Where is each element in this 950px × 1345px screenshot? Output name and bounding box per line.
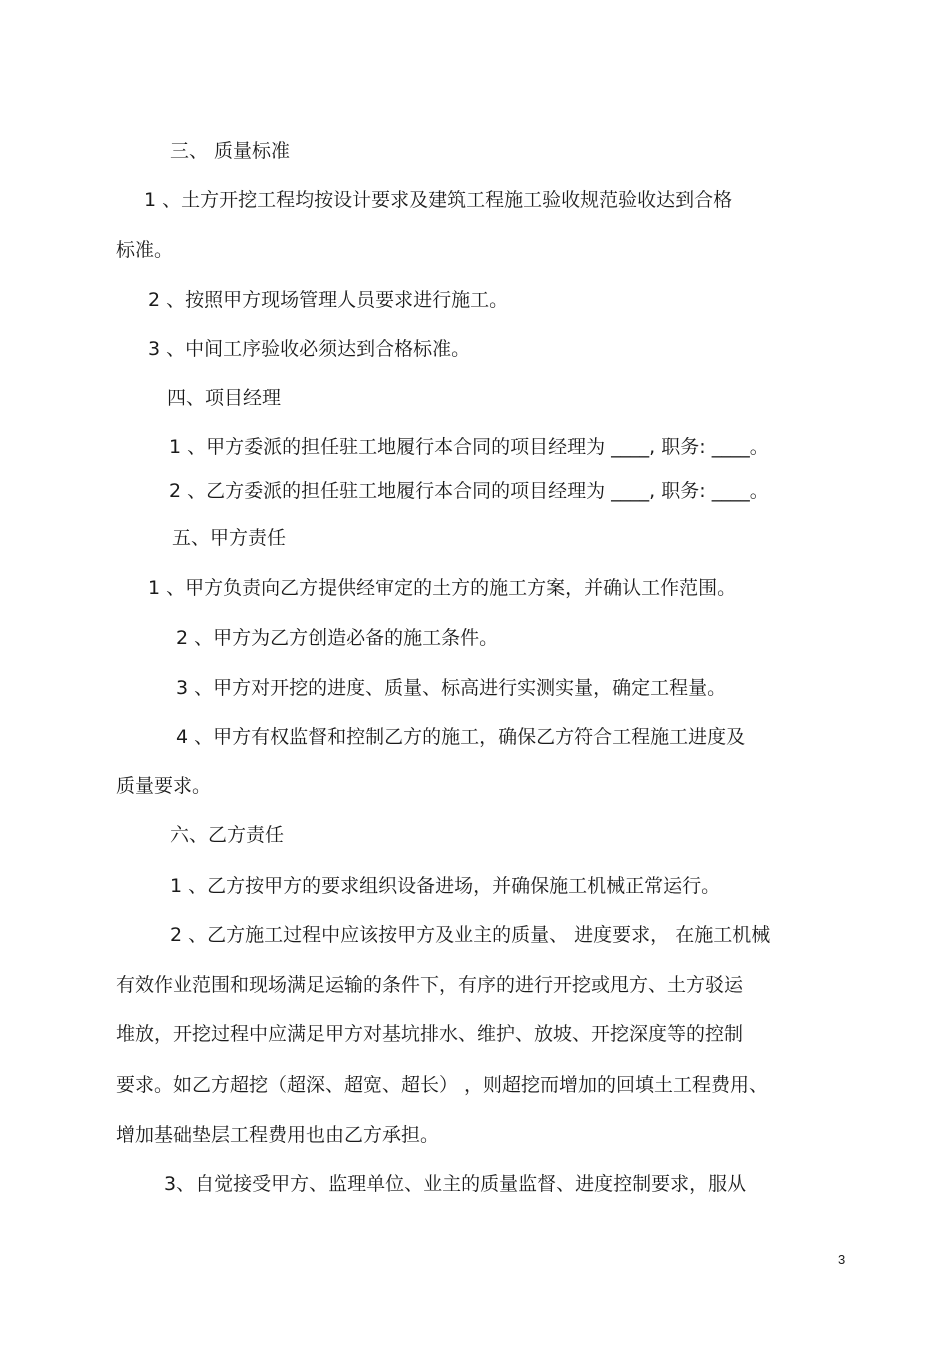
paragraph-line: 堆放，开挖过程中应满足甲方对基坑排水、维护、放坡、开挖深度等的控制 <box>116 1023 744 1045</box>
paragraph-line: 3 、甲方对开挖的进度、质量、标高进行实测实量，确定工程量。 <box>176 677 727 699</box>
paragraph-line: 有效作业范围和现场满足运输的条件下，有序的进行开挖或甩方、土方驳运 <box>116 974 744 996</box>
paragraph-line: 标准。 <box>116 239 174 261</box>
paragraph-line: 3、自觉接受甲方、监理单位、业主的质量监督、进度控制要求，服从 <box>164 1173 747 1195</box>
paragraph-line: 1 、土方开挖工程均按设计要求及建筑工程施工验收规范验收达到合格 <box>144 189 733 211</box>
section-heading-project-manager: 四、项目经理 <box>167 387 282 409</box>
paragraph-line: 增加基础垫层工程费用也由乙方承担。 <box>116 1124 440 1146</box>
section-heading-party-a: 五、甲方责任 <box>172 527 287 549</box>
section-heading-quality: 三、 质量标准 <box>170 140 291 162</box>
page-number: 3 <box>838 1252 846 1267</box>
paragraph-line: 1 、乙方按甲方的要求组织设备进场，并确保施工机械正常运行。 <box>170 875 721 897</box>
paragraph-line: 1 、甲方负责向乙方提供经审定的土方的施工方案，并确认工作范围。 <box>148 577 737 599</box>
paragraph-line: 质量要求。 <box>116 775 212 797</box>
paragraph-line: 2 、乙方施工过程中应该按甲方及业主的质量、 进度要求， 在施工机械 <box>170 924 771 946</box>
paragraph-line: 2 、甲方为乙方创造必备的施工条件。 <box>176 627 499 649</box>
paragraph-line: 要求。如乙方超挖（超深、超宽、超长） ，则超挖而增加的回填土工程费用、 <box>116 1074 769 1096</box>
paragraph-line: 2 、乙方委派的担任驻工地履行本合同的项目经理为 ____, 职务: ____。 <box>169 480 769 502</box>
paragraph-line: 3 、中间工序验收必须达到合格标准。 <box>148 338 471 360</box>
paragraph-line: 1 、甲方委派的担任驻工地履行本合同的项目经理为 ____, 职务: ____。 <box>169 436 769 458</box>
section-heading-party-b: 六、乙方责任 <box>170 824 285 846</box>
paragraph-line: 2 、按照甲方现场管理人员要求进行施工。 <box>148 289 509 311</box>
paragraph-line: 4 、甲方有权监督和控制乙方的施工，确保乙方符合工程施工进度及 <box>176 726 746 748</box>
